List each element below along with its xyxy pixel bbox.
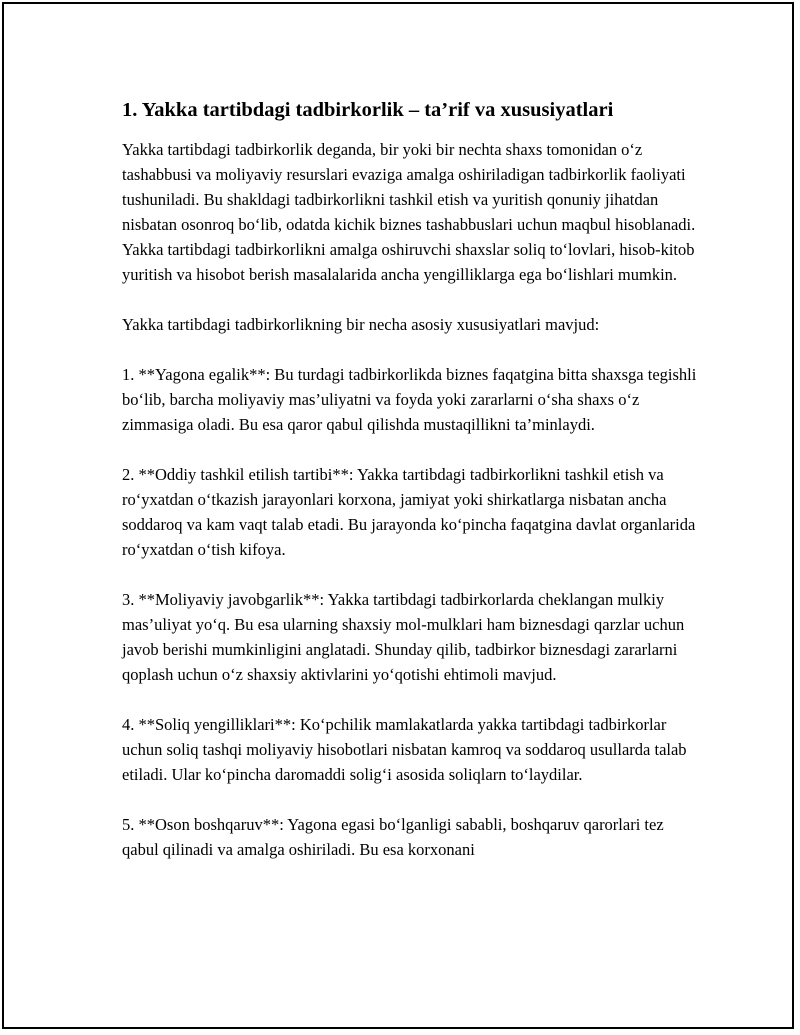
- paragraph-feature-2: 2. **Oddiy tashkil etilish tartibi**: Yakka tartibdagi tadbirkorlikni tashkil etish va ro‘yxatdan o‘tkazish jarayonlari korxona, jamiyat yoki shirkatlarga nisbatan ancha soddaroq va kam vaqt talab etadi. Bu jarayonda ko‘pincha faqatgina davlat organlarida ro‘yxatdan o‘tish kifoya.: [122, 465, 696, 559]
- paragraph-feature-5: 5. **Oson boshqaruv**: Yagona egasi bo‘lganligi sababli, boshqaruv qarorlari tez qabul qilinadi va amalga oshiriladi. Bu esa korxonani: [122, 815, 664, 859]
- document-body: [122, 96, 702, 862]
- paragraph-intro: Yakka tartibdagi tadbirkorlik deganda, bir yoki bir nechta shaxs tomonidan o‘z tashabbusi va moliyaviy resurslari evaziga amalga oshiriladigan tadbirkorlik faoliyati tushuniladi. Bu shakldagi tadbirkorlikni tashkil etish va yuritish qonuniy jihatdan nisbatan osonroq bo‘lib, odatda kichik biznes tashabbuslari uchun maqbul hisoblanadi. Yakka tartibdagi tadbirkorlikni amalga oshiruvchi shaxslar soliq to‘lovlari, hisob-kitob yuritish va hisobot berish masalalarida ancha yengilliklarga ega bo‘lishlari mumkin.: [122, 140, 696, 284]
- paragraph-features-lead: Yakka tartibdagi tadbirkorlikning bir necha asosiy xususiyatlari mavjud:: [122, 315, 600, 334]
- paragraph-feature-4: 4. **Soliq yengilliklari**: Ko‘pchilik mamlakatlarda yakka tartibdagi tadbirkorlar uchun soliq tashqi moliyaviy hisobotlari nisbatan kamroq va soddaroq usullarda talab etiladi. Ular ko‘pincha daromaddi solig‘i asosida soliqlarn to‘laydilar.: [122, 715, 687, 784]
- page-frame: [2, 2, 794, 1029]
- section-heading: 1. Yakka tartibdagi tadbirkorlik – ta’rif va xususiyatlari: [122, 99, 614, 121]
- paragraph-feature-3: 3. **Moliyaviy javobgarlik**: Yakka tartibdagi tadbirkorlarda cheklangan mulkiy mas’uliyat yo‘q. Bu esa ularning shaxsiy mol-mulklari ham biznesdagi qarzlar uchun javob berishi mumkinligini anglatadi. Shunday qilib, tadbirkor biznesdagi zararlarni qoplash uchun o‘z shaxsiy aktivlarini yo‘qotishi ehtimoli mavjud.: [122, 590, 685, 684]
- paragraph-feature-1: 1. **Yagona egalik**: Bu turdagi tadbirkorlikda biznes faqatgina bitta shaxsga tegishli bo‘lib, barcha moliyaviy mas’uliyatni va foyda yoki zararlarni o‘sha shaxs o‘z zimmasiga oladi. Bu esa qaror qabul qilishda mustaqillikni ta’minlaydi.: [122, 365, 697, 434]
